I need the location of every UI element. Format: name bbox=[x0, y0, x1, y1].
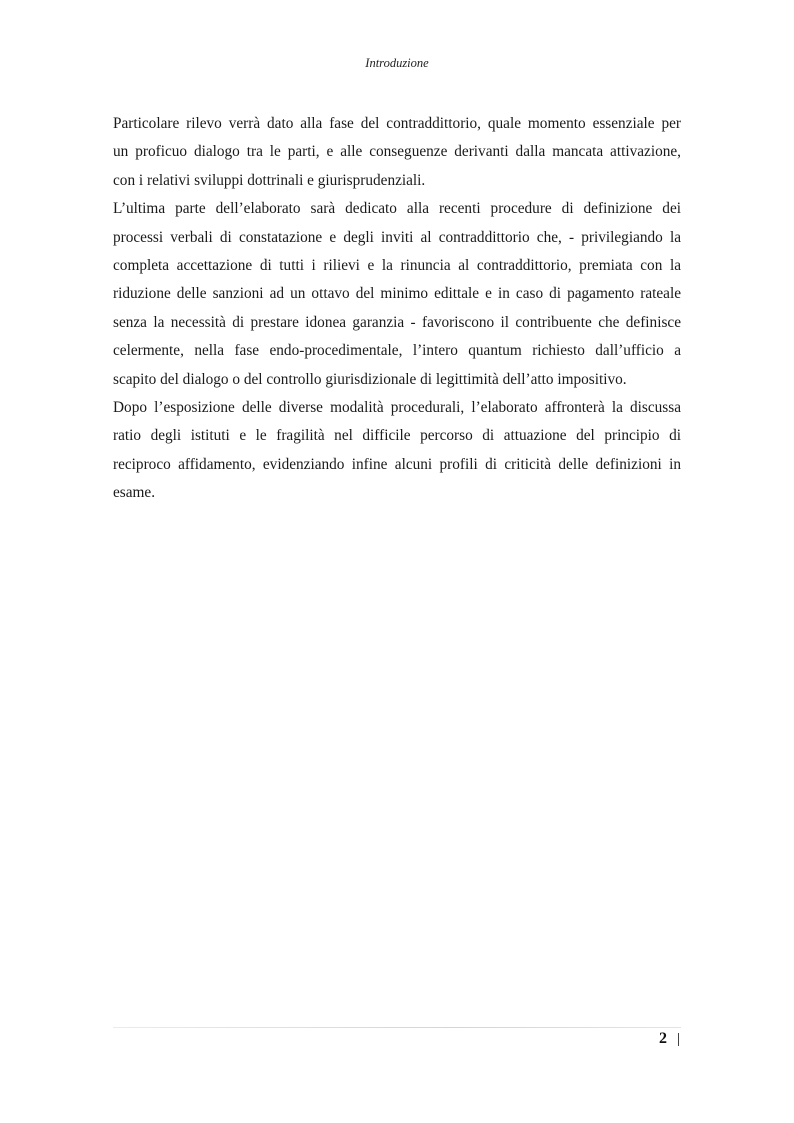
body-text bbox=[113, 110, 681, 507]
text-line: scapito del dialogo o del controllo giurisdizionale di legittimità dell’atto impositivo. bbox=[113, 370, 627, 388]
paragraph-2 bbox=[113, 195, 681, 394]
text-line: Dopo l’esposizione delle diverse modalità procedurali, l’elaborato affronterà la discussa bbox=[113, 398, 681, 416]
text-line: L’ultima parte dell’elaborato sarà dedicato alla recenti procedure di definizione dei bbox=[113, 200, 681, 218]
page-number-separator bbox=[678, 1033, 679, 1046]
text-line: con i relativi sviluppi dottrinali e giurisprudenziali. bbox=[113, 171, 426, 189]
text-line: senza la necessità di prestare idonea garanzia - favoriscono il contribuente che definisce bbox=[113, 313, 681, 331]
text-line: reciproco affidamento, evidenziando infine alcuni profili di criticità delle definizioni in bbox=[113, 455, 681, 473]
running-header: Introduzione bbox=[365, 56, 429, 70]
text-line: esame. bbox=[113, 484, 156, 502]
text-line: processi verbali di constatazione e degli inviti al contraddittorio che, - privilegiando la bbox=[113, 228, 681, 246]
text-line: riduzione delle sanzioni ad un ottavo del minimo edittale e in caso di pagamento rateale bbox=[113, 285, 681, 303]
text-line: ratio degli istituti e le fragilità nel difficile percorso di attuazione del principio di bbox=[113, 427, 681, 445]
page-number: 2 bbox=[659, 1030, 667, 1047]
text-line: completa accettazione di tutti i rilievi e la rinuncia al contraddittorio, premiata con la bbox=[113, 256, 681, 274]
paragraph-1 bbox=[113, 110, 681, 195]
footer-divider bbox=[113, 1027, 681, 1028]
text-line: celermente, nella fase endo-procedimentale, l’intero quantum richiesto dall’ufficio a bbox=[113, 342, 681, 360]
text-line: un proficuo dialogo tra le parti, e alle conseguenze derivanti dalla mancata attivazione, bbox=[113, 143, 681, 161]
text-line: Particolare rilevo verrà dato alla fase del contraddittorio, quale momento essenziale per bbox=[113, 115, 681, 132]
paragraph-3 bbox=[113, 394, 681, 508]
